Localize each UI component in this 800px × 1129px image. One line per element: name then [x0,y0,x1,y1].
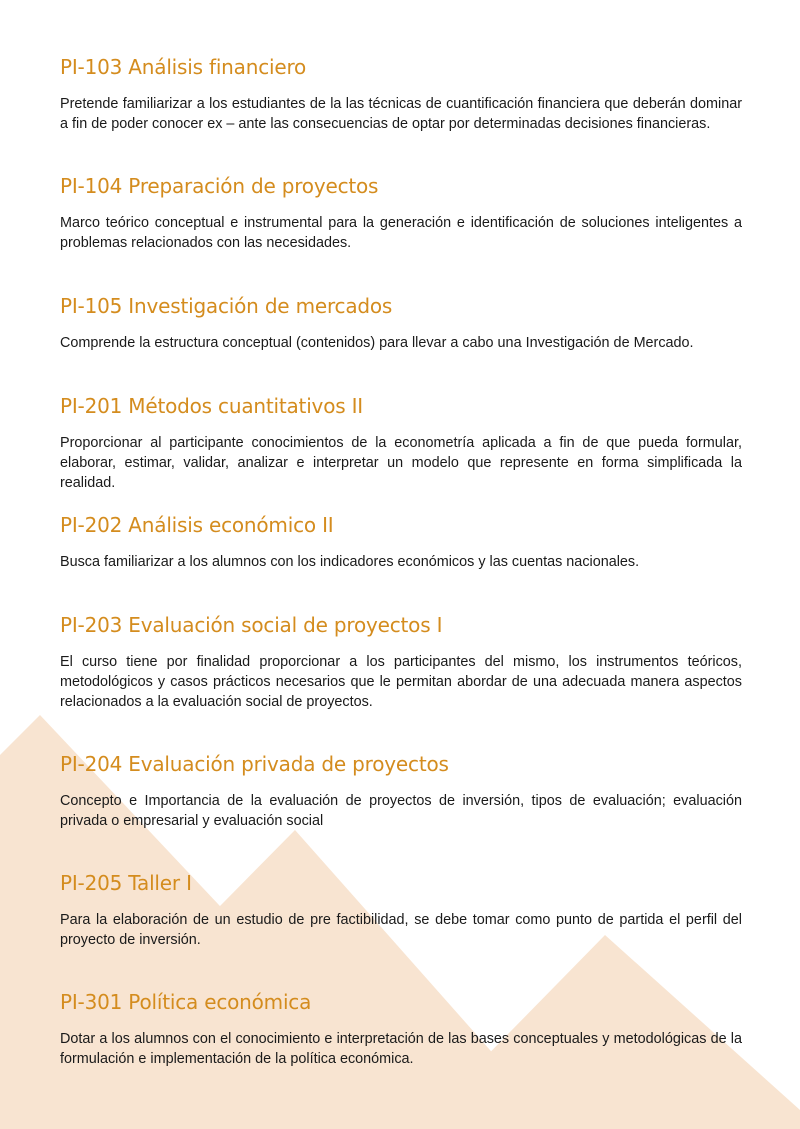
course-section [60,52,742,134]
course-section [60,291,742,353]
course-title: PI-204 Evaluación privada de proyectos [60,752,449,776]
course-description: Busca familiarizar a los alumnos con los indicadores económicos y las cuentas nacionales. [60,554,640,570]
course-title: PI-104 Preparación de proyectos [60,174,379,198]
course-title: PI-301 Política económica [60,990,312,1014]
course-description: Marco teórico conceptual e instrumental para la generación e identificación de soluciones inteligentes a problemas relacionados con las necesidades. [60,215,742,251]
course-title: PI-103 Análisis financiero [60,55,307,79]
course-section [60,987,742,1069]
course-section [60,749,742,831]
course-description: Pretende familiarizar a los estudiantes de la las técnicas de cuantificación financiera que deberán dominar a fin de poder conocer ex – ante las consecuencias de optar por determinadas decisiones financieras. [60,96,742,132]
course-title: PI-202 Análisis económico II [60,513,334,537]
course-description: Proporcionar al participante conocimientos de la econometría aplicada a fin de que pueda formular, elaborar, estimar, validar, analizar e interpretar un modelo que represente en forma simplificada la realidad. [60,435,742,491]
course-section [60,610,742,712]
course-description: Para la elaboración de un estudio de pre factibilidad, se debe tomar como punto de partida el perfil del proyecto de inversión. [60,912,742,948]
course-title: PI-201 Métodos cuantitativos II [60,394,363,418]
course-section [60,171,742,253]
course-description: Comprende la estructura conceptual (contenidos) para llevar a cabo una Investigación de Mercado. [60,335,694,351]
course-description: Dotar a los alumnos con el conocimiento e interpretación de las bases conceptuales y metodológicas de la formulación e implementación de la política económica. [60,1031,742,1067]
course-section [60,868,742,950]
course-section [60,510,742,572]
course-description: Concepto e Importancia de la evaluación de proyectos de inversión, tipos de evaluación; evaluación privada o empresarial y evaluación social [60,793,742,829]
course-title: PI-203 Evaluación social de proyectos I [60,613,443,637]
course-title: PI-105 Investigación de mercados [60,294,393,318]
course-section [60,391,742,493]
course-title: PI-205 Taller I [60,871,192,895]
course-description: El curso tiene por finalidad proporcionar a los participantes del mismo, los instrumentos teóricos, metodológicos y casos prácticos necesarios que le permitan abordar de una adecuada manera aspectos relacionados a la evaluación social de proyectos. [60,654,742,710]
